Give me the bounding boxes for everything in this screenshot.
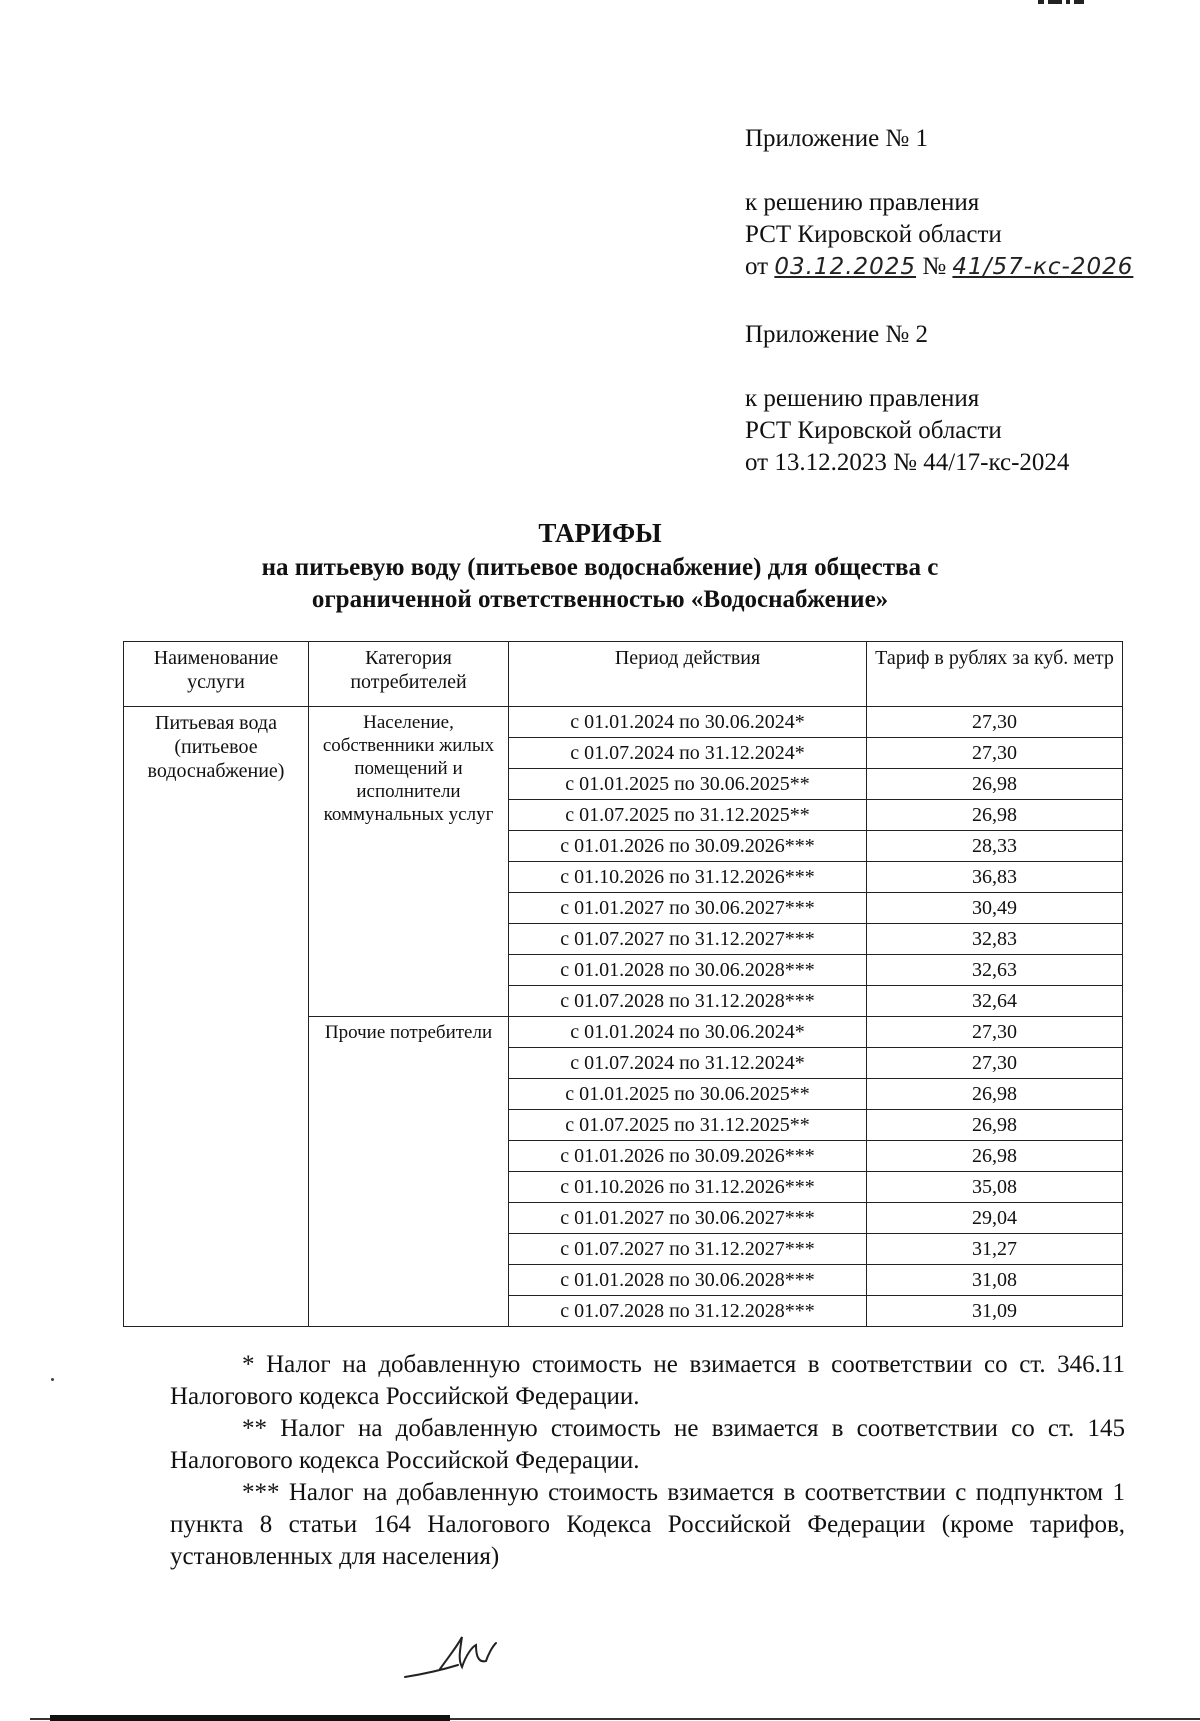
appendix-1-date: 03.12.2025 bbox=[774, 254, 917, 280]
rate-cell: 27,30 bbox=[867, 738, 1123, 769]
footnote-1 bbox=[170, 1349, 1125, 1413]
period-cell: с 01.07.2028 по 31.12.2028*** bbox=[509, 986, 867, 1017]
category-cell: Население, собственники жилых помещений и исполнители коммунальных услуг bbox=[309, 707, 509, 1017]
rate-cell: 32,83 bbox=[867, 924, 1123, 955]
rate-cell: 27,30 bbox=[867, 1048, 1123, 1079]
period-cell: с 01.07.2024 по 31.12.2024* bbox=[509, 1048, 867, 1079]
footnote-2 bbox=[170, 1413, 1125, 1477]
rate-cell: 26,98 bbox=[867, 1079, 1123, 1110]
appendix-1-line1: к решению правления bbox=[745, 189, 980, 216]
service-name-cell: Питьевая вода (питьевое водоснабжение) bbox=[124, 707, 309, 1327]
appendix-1-line3 bbox=[745, 251, 1133, 283]
period-cell: с 01.07.2028 по 31.12.2028*** bbox=[509, 1296, 867, 1327]
appendix-2 bbox=[745, 319, 1069, 479]
subtitle-line-1: на питьевую воду (питьевое водоснабжение) для общества с bbox=[261, 554, 939, 581]
rate-cell: 28,33 bbox=[867, 831, 1123, 862]
header-rate: Тариф в рублях за куб. метр bbox=[867, 642, 1123, 707]
rate-cell: 26,98 bbox=[867, 769, 1123, 800]
rate-cell: 31,27 bbox=[867, 1234, 1123, 1265]
rate-cell: 29,04 bbox=[867, 1203, 1123, 1234]
table-row bbox=[124, 707, 1123, 738]
header-period: Период действия bbox=[509, 642, 867, 707]
rate-cell: 32,63 bbox=[867, 955, 1123, 986]
scan-mark bbox=[1038, 0, 1098, 4]
rate-cell: 27,30 bbox=[867, 1017, 1123, 1048]
appendix-1-title: Приложение № 1 bbox=[745, 125, 929, 152]
signature-icon bbox=[400, 1625, 510, 1685]
period-cell: с 01.01.2025 по 30.06.2025** bbox=[509, 769, 867, 800]
appendix-2-line2: РСТ Кировской области bbox=[745, 417, 1002, 444]
period-cell: с 01.10.2026 по 31.12.2026*** bbox=[509, 862, 867, 893]
appendix-1-number: 41/57-кс-2026 bbox=[952, 254, 1134, 280]
footnote-2-text: ** Налог на добавленную стоимость не взимается в соответствии со ст. 145 Налогового кодекса Российской Федерации. bbox=[170, 1415, 1125, 1474]
rate-cell: 35,08 bbox=[867, 1172, 1123, 1203]
period-cell: с 01.07.2025 по 31.12.2025** bbox=[509, 800, 867, 831]
appendix-2-line1: к решению правления bbox=[745, 385, 980, 412]
period-cell: с 01.01.2027 по 30.06.2027*** bbox=[509, 1203, 867, 1234]
rate-cell: 36,83 bbox=[867, 862, 1123, 893]
document-title: ТАРИФЫ bbox=[538, 518, 662, 548]
period-cell: с 01.01.2025 по 30.06.2025** bbox=[509, 1079, 867, 1110]
appendix-1 bbox=[745, 123, 1133, 283]
appendix-1-line2: РСТ Кировской области bbox=[745, 221, 1002, 248]
rate-cell: 26,98 bbox=[867, 1110, 1123, 1141]
period-cell: с 01.07.2025 по 31.12.2025** bbox=[509, 1110, 867, 1141]
rate-cell: 27,30 bbox=[867, 707, 1123, 738]
category-cell: Прочие потребители bbox=[309, 1017, 509, 1327]
scan-bottom-edge bbox=[0, 1712, 1200, 1721]
period-cell: с 01.07.2027 по 31.12.2027*** bbox=[509, 1234, 867, 1265]
period-cell: с 01.01.2024 по 30.06.2024* bbox=[509, 707, 867, 738]
period-cell: с 01.07.2027 по 31.12.2027*** bbox=[509, 924, 867, 955]
header-service: Наименование услуги bbox=[124, 642, 309, 707]
rate-cell: 30,49 bbox=[867, 893, 1123, 924]
rate-cell: 26,98 bbox=[867, 1141, 1123, 1172]
rate-cell: 26,98 bbox=[867, 800, 1123, 831]
footnote-3-text: *** Налог на добавленную стоимость взимается в соответствии с подпунктом 1 пункта 8 статьи 164 Налогового Кодекса Российской Федерации (кроме тарифов, установленных для населения) bbox=[170, 1479, 1125, 1570]
period-cell: с 01.01.2027 по 30.06.2027*** bbox=[509, 893, 867, 924]
document-subtitle bbox=[50, 552, 1150, 616]
period-cell: с 01.10.2026 по 31.12.2026*** bbox=[509, 1172, 867, 1203]
scan-dot bbox=[51, 1378, 54, 1381]
rate-cell: 31,09 bbox=[867, 1296, 1123, 1327]
period-cell: с 01.01.2026 по 30.09.2026*** bbox=[509, 831, 867, 862]
rate-cell: 31,08 bbox=[867, 1265, 1123, 1296]
tariff-table-body bbox=[124, 707, 1123, 1327]
appendix-2-title: Приложение № 2 bbox=[745, 321, 929, 348]
period-cell: с 01.01.2028 по 30.06.2028*** bbox=[509, 1265, 867, 1296]
subtitle-line-2: ограниченной ответственностью «Водоснабжение» bbox=[311, 586, 889, 613]
footnote-3 bbox=[170, 1477, 1125, 1573]
period-cell: с 01.07.2024 по 31.12.2024* bbox=[509, 738, 867, 769]
period-cell: с 01.01.2028 по 30.06.2028*** bbox=[509, 955, 867, 986]
period-cell: с 01.01.2026 по 30.09.2026*** bbox=[509, 1141, 867, 1172]
table-header-row bbox=[124, 642, 1123, 707]
rate-cell: 32,64 bbox=[867, 986, 1123, 1017]
tariff-table bbox=[123, 641, 1123, 1327]
footnote-1-text: * Налог на добавленную стоимость не взимается в соответствии со ст. 346.11 Налогового кодекса Российской Федерации. bbox=[170, 1351, 1125, 1410]
appendix-1-num-sign: № bbox=[922, 253, 947, 280]
period-cell: с 01.01.2024 по 30.06.2024* bbox=[509, 1017, 867, 1048]
appendix-1-prefix: от bbox=[745, 253, 769, 280]
header-category: Категория потребителей bbox=[309, 642, 509, 707]
appendix-2-line3: от 13.12.2023 № 44/17-кс-2024 bbox=[745, 449, 1070, 476]
